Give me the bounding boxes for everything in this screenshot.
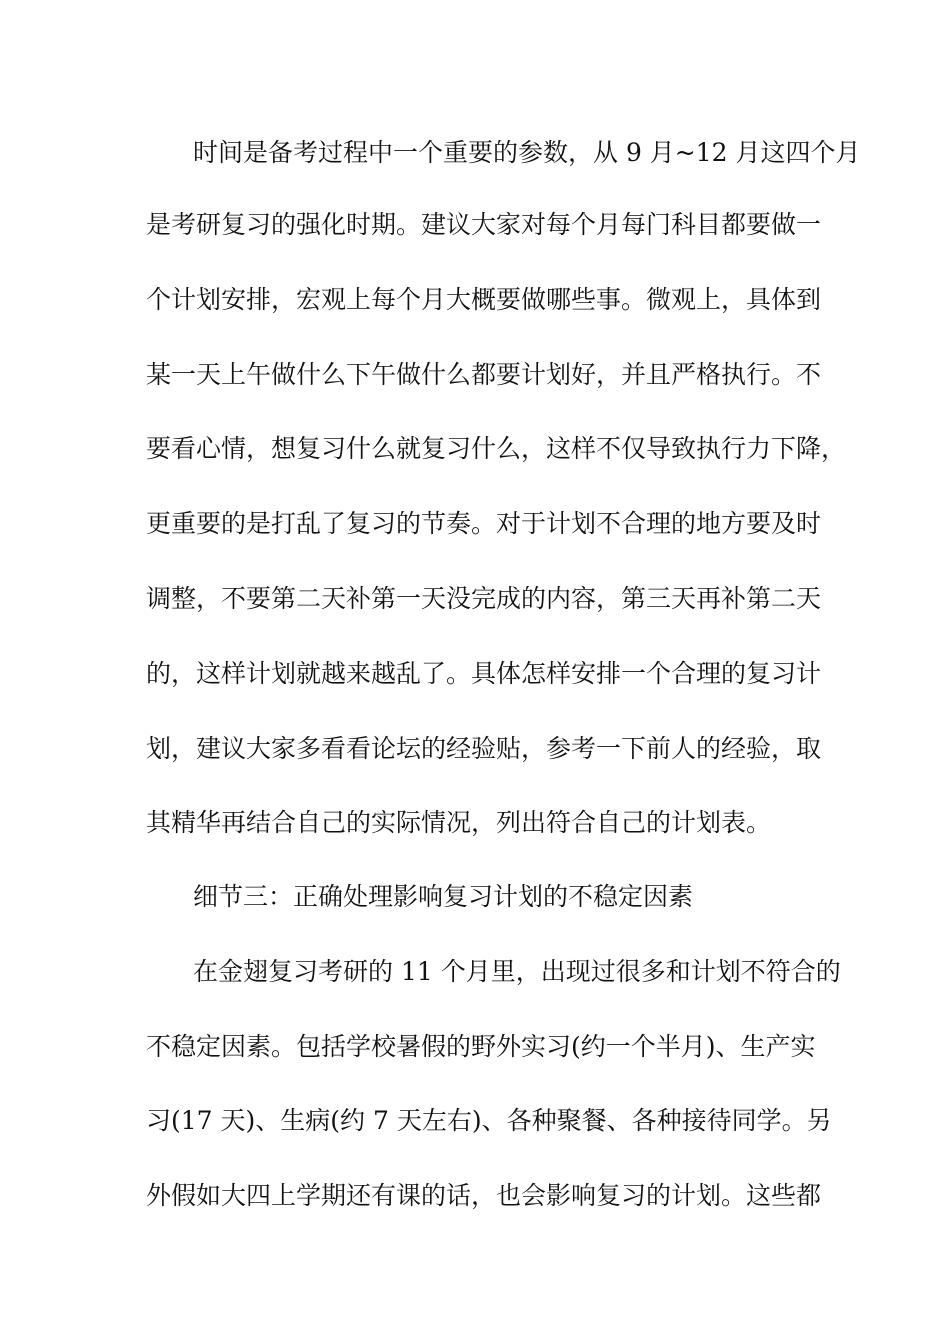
- paragraph-line: 某一天上午做什么下午做什么都要计划好，并且严格执行。不: [146, 360, 822, 389]
- paragraph-line: 其精华再结合自己的实际情况，列出符合自己的计划表。: [146, 808, 772, 837]
- paragraph-line: 个计划安排，宏观上每个月大概要做哪些事。微观上，具体到: [146, 285, 822, 314]
- paragraph-line: 在金翅复习考研的 11 个月里，出现过很多和计划不符合的: [193, 957, 841, 986]
- paragraph-line: 更重要的是打乱了复习的节奏。对于计划不合理的地方要及时: [146, 509, 822, 538]
- paragraph-line: 外假如大四上学期还有课的话，也会影响复习的计划。这些都: [146, 1181, 822, 1210]
- paragraph-line: 时间是备考过程中一个重要的参数，从 9 月~12 月这四个月: [193, 138, 861, 167]
- paragraph-line: 不稳定因素。包括学校暑假的野外实习(约一个半月)、生产实: [146, 1032, 816, 1061]
- paragraph-line: 划，建议大家多看看论坛的经验贴，参考一下前人的经验，取: [146, 734, 822, 763]
- paragraph-line: 要看心情，想复习什么就复习什么，这样不仅导致执行力下降，: [146, 434, 847, 463]
- paragraph-line: 调整，不要第二天补第一天没完成的内容，第三天再补第二天: [146, 584, 822, 613]
- paragraph-line: 习(17 天)、生病(约 7 天左右)、各种聚餐、各种接待同学。另: [146, 1106, 832, 1135]
- paragraph-line: 的，这样计划就越来越乱了。具体怎样安排一个合理的复习计: [146, 659, 822, 688]
- section-heading: 细节三：正确处理影响复习计划的不稳定因素: [193, 882, 694, 911]
- paragraph-line: 是考研复习的强化时期。建议大家对每个月每门科目都要做一: [146, 210, 822, 239]
